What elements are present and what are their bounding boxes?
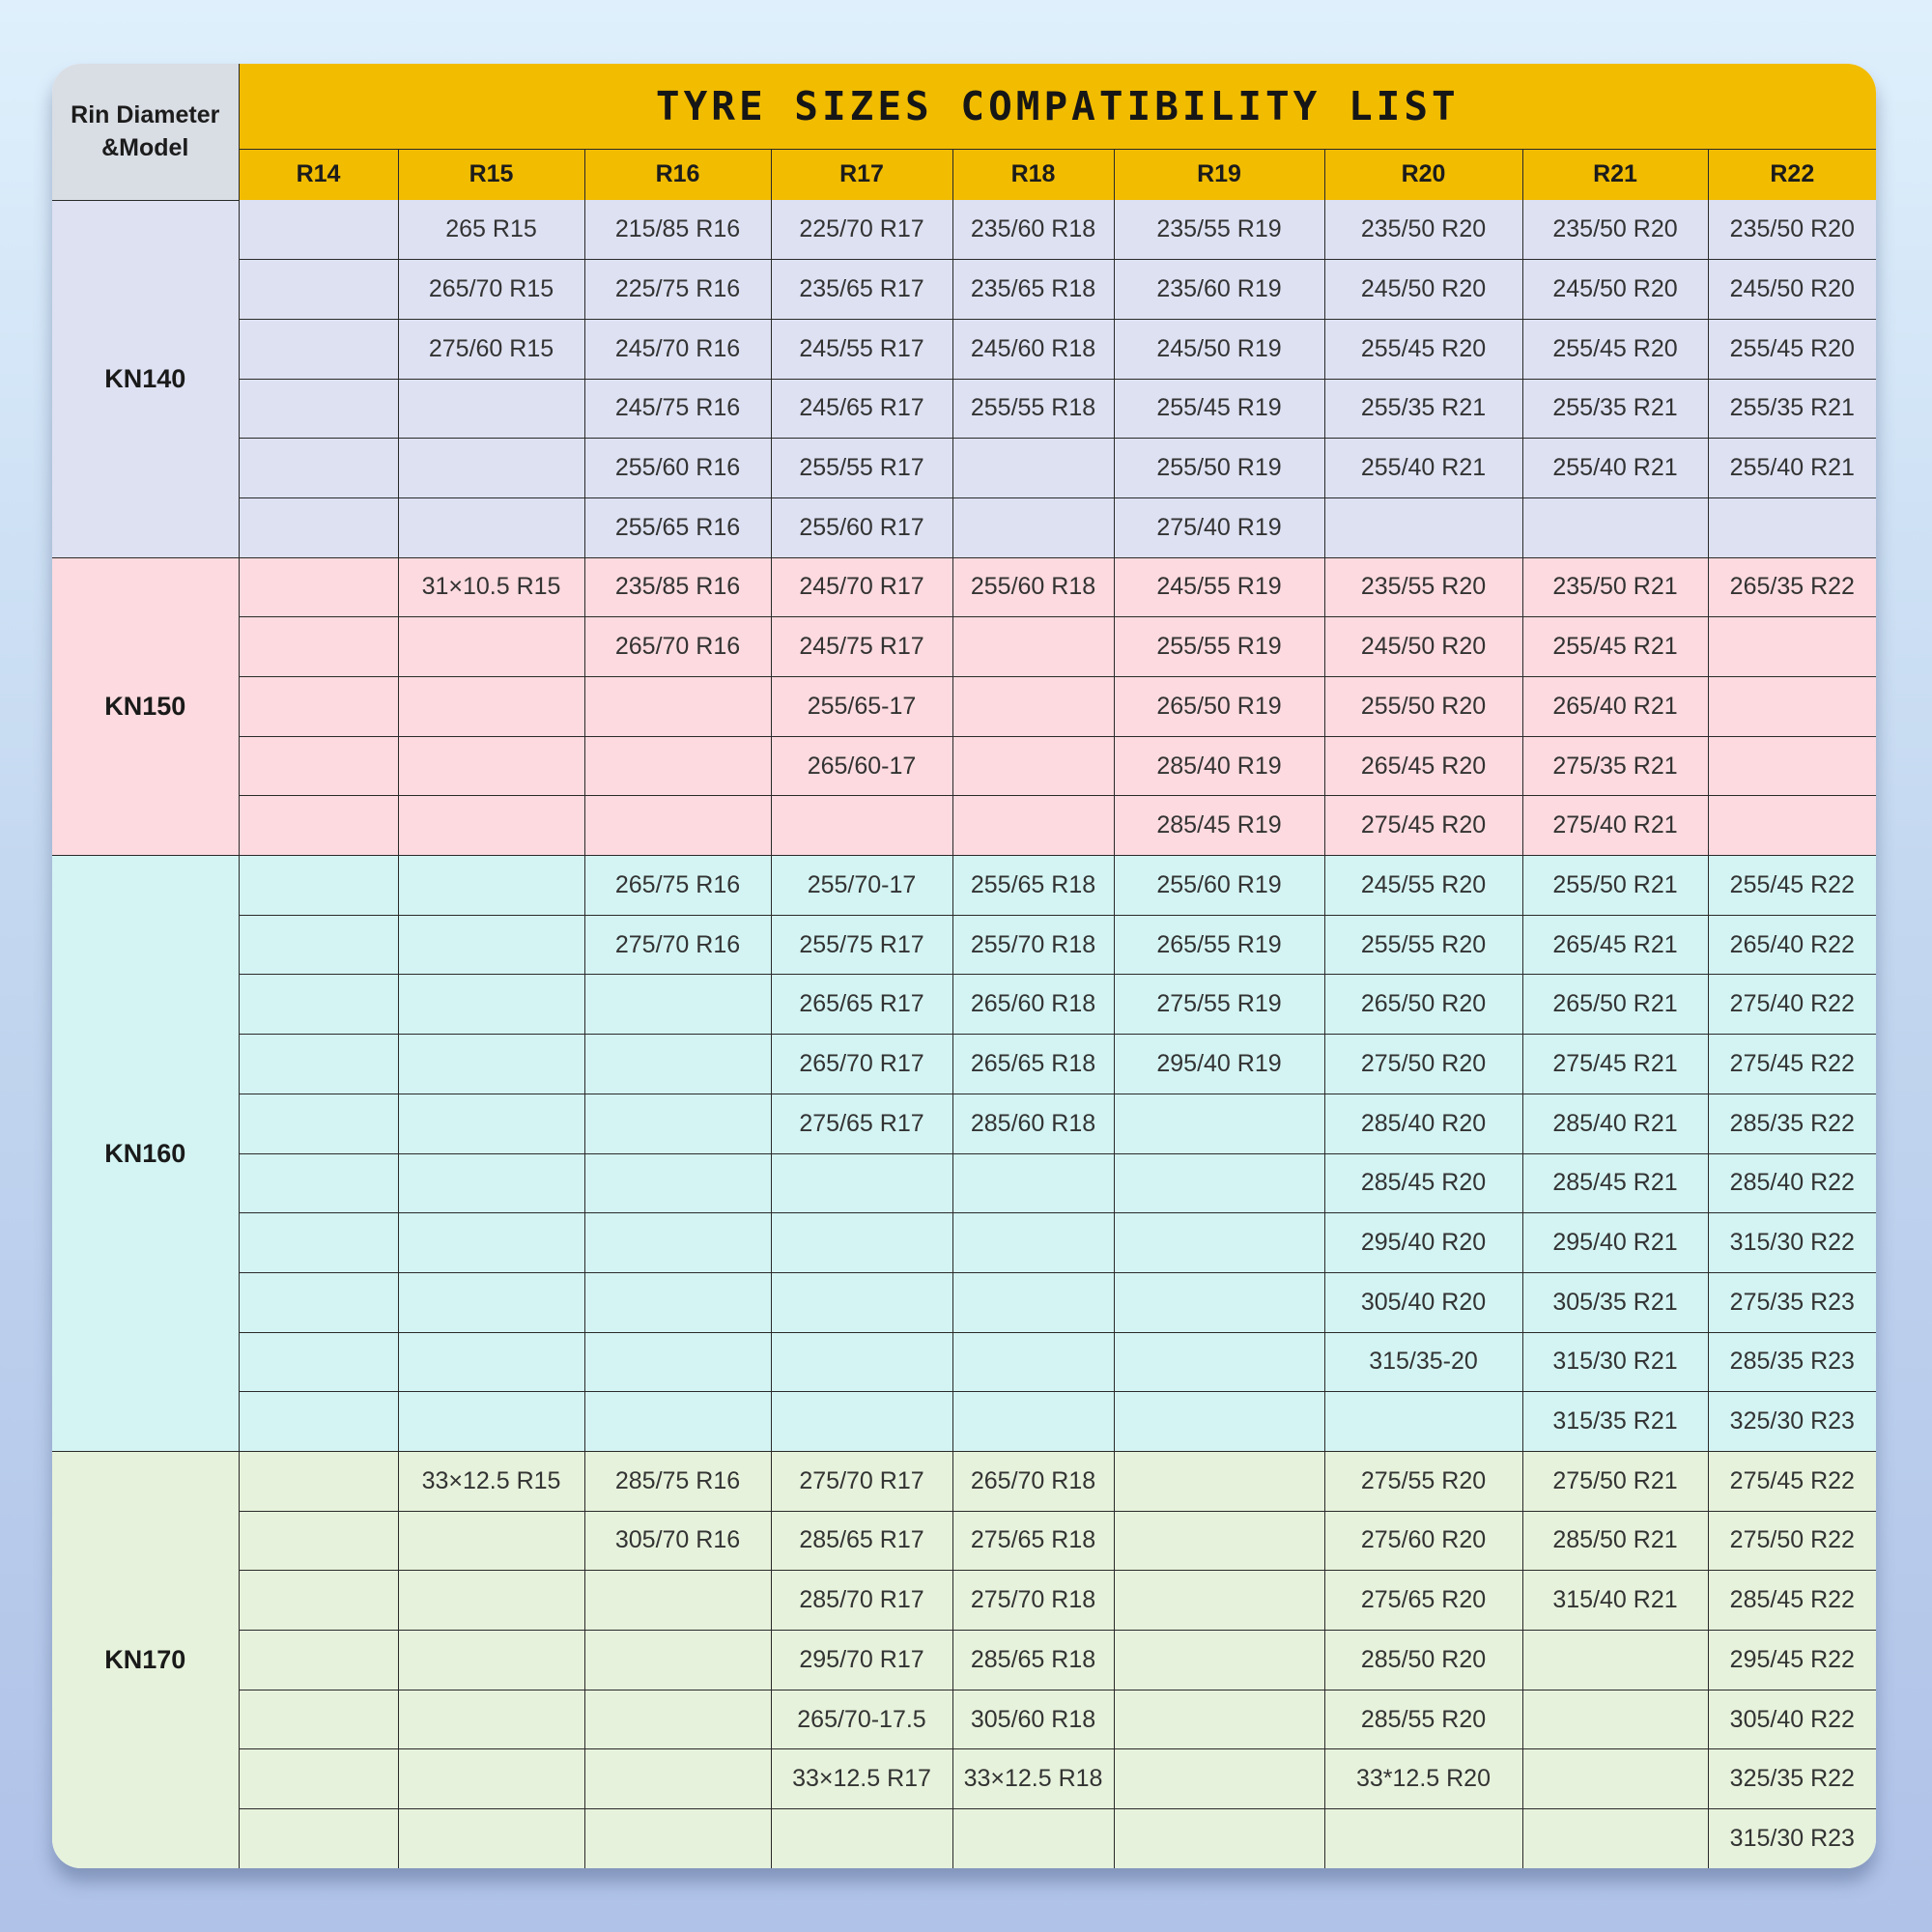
size-cell: 245/55 R20 xyxy=(1324,856,1522,916)
size-cell xyxy=(952,736,1114,796)
size-cell: 255/45 R20 xyxy=(1522,319,1708,379)
size-cell: 315/35 R21 xyxy=(1522,1392,1708,1452)
size-cell: 255/45 R21 xyxy=(1522,617,1708,677)
size-cell xyxy=(239,1392,398,1452)
size-cell: 275/40 R21 xyxy=(1522,796,1708,856)
size-cell xyxy=(239,1451,398,1511)
size-cell: 275/60 R15 xyxy=(398,319,584,379)
size-cell xyxy=(239,1213,398,1273)
size-cell: 255/60 R16 xyxy=(584,439,771,498)
rim-size-header-row xyxy=(52,149,1876,200)
size-cell: 275/60 R20 xyxy=(1324,1511,1522,1571)
size-cell xyxy=(1114,1213,1324,1273)
size-cell: 295/40 R20 xyxy=(1324,1213,1522,1273)
size-cell: 265/65 R17 xyxy=(771,975,952,1035)
size-cell: 315/30 R21 xyxy=(1522,1332,1708,1392)
size-cell xyxy=(398,736,584,796)
table-row xyxy=(52,1749,1876,1809)
size-cell xyxy=(1324,1809,1522,1868)
size-cell: 275/70 R16 xyxy=(584,915,771,975)
size-cell xyxy=(1114,1392,1324,1452)
size-cell xyxy=(239,1749,398,1809)
size-cell: 255/45 R20 xyxy=(1708,319,1876,379)
size-cell: 255/35 R21 xyxy=(1708,379,1876,439)
size-cell xyxy=(239,677,398,737)
table-row xyxy=(52,200,1876,260)
size-cell: 235/85 R16 xyxy=(584,557,771,617)
size-cell: 275/35 R23 xyxy=(1708,1272,1876,1332)
size-cell: 245/50 R20 xyxy=(1324,617,1522,677)
size-cell xyxy=(952,497,1114,557)
size-cell: 275/50 R20 xyxy=(1324,1035,1522,1094)
size-cell xyxy=(398,1035,584,1094)
size-cell: 255/50 R20 xyxy=(1324,677,1522,737)
corner-header: Rin Diameter &Model xyxy=(52,64,239,200)
size-cell: 255/40 R21 xyxy=(1522,439,1708,498)
column-header-r20: R20 xyxy=(1324,149,1522,200)
size-cell xyxy=(239,1690,398,1749)
size-cell: 285/55 R20 xyxy=(1324,1690,1522,1749)
size-cell xyxy=(239,796,398,856)
table-row xyxy=(52,260,1876,320)
size-cell: 285/50 R20 xyxy=(1324,1631,1522,1690)
size-cell xyxy=(398,379,584,439)
size-cell: 235/65 R18 xyxy=(952,260,1114,320)
size-cell xyxy=(398,1749,584,1809)
column-header-r18: R18 xyxy=(952,149,1114,200)
size-cell: 255/70-17 xyxy=(771,856,952,916)
size-cell: 215/85 R16 xyxy=(584,200,771,260)
size-cell xyxy=(398,1213,584,1273)
size-cell xyxy=(584,1213,771,1273)
size-cell: 285/35 R23 xyxy=(1708,1332,1876,1392)
model-label-kn160: KN160 xyxy=(52,856,239,1452)
size-cell xyxy=(584,1809,771,1868)
size-cell: 285/40 R22 xyxy=(1708,1153,1876,1213)
size-cell xyxy=(239,1153,398,1213)
table-row xyxy=(52,1511,1876,1571)
size-cell xyxy=(584,1392,771,1452)
size-cell xyxy=(239,1511,398,1571)
size-cell xyxy=(1114,1094,1324,1153)
size-cell: 255/60 R17 xyxy=(771,497,952,557)
table-row xyxy=(52,1571,1876,1631)
size-cell xyxy=(398,1272,584,1332)
size-cell: 325/30 R23 xyxy=(1708,1392,1876,1452)
size-cell: 265/50 R20 xyxy=(1324,975,1522,1035)
size-cell: 235/50 R20 xyxy=(1708,200,1876,260)
table-row xyxy=(52,1153,1876,1213)
size-cell xyxy=(584,1272,771,1332)
size-cell: 245/50 R20 xyxy=(1324,260,1522,320)
model-label-kn170: KN170 xyxy=(52,1451,239,1868)
size-cell xyxy=(952,677,1114,737)
size-cell xyxy=(398,1153,584,1213)
size-cell: 245/75 R16 xyxy=(584,379,771,439)
table-row xyxy=(52,379,1876,439)
size-cell: 265/45 R20 xyxy=(1324,736,1522,796)
size-cell xyxy=(952,617,1114,677)
size-cell: 265/55 R19 xyxy=(1114,915,1324,975)
size-cell: 245/50 R20 xyxy=(1522,260,1708,320)
size-cell xyxy=(584,796,771,856)
size-cell: 33*12.5 R20 xyxy=(1324,1749,1522,1809)
size-cell xyxy=(239,319,398,379)
size-cell xyxy=(952,796,1114,856)
column-header-r19: R19 xyxy=(1114,149,1324,200)
size-cell xyxy=(584,1571,771,1631)
size-cell: 285/75 R16 xyxy=(584,1451,771,1511)
size-cell xyxy=(1522,1749,1708,1809)
size-cell xyxy=(1522,1631,1708,1690)
size-cell: 265/70 R16 xyxy=(584,617,771,677)
size-cell: 265/60 R18 xyxy=(952,975,1114,1035)
size-cell xyxy=(952,1392,1114,1452)
table-row xyxy=(52,439,1876,498)
tyre-compatibility-table xyxy=(52,64,1876,1868)
size-cell xyxy=(771,1272,952,1332)
size-cell xyxy=(584,1749,771,1809)
size-cell: 235/55 R20 xyxy=(1324,557,1522,617)
size-cell xyxy=(1708,677,1876,737)
column-header-r15: R15 xyxy=(398,149,584,200)
size-cell xyxy=(398,1332,584,1392)
size-cell: 255/40 R21 xyxy=(1324,439,1522,498)
size-cell: 325/35 R22 xyxy=(1708,1749,1876,1809)
size-cell xyxy=(398,1631,584,1690)
size-cell xyxy=(398,856,584,916)
size-cell: 255/35 R21 xyxy=(1522,379,1708,439)
size-cell: 245/55 R19 xyxy=(1114,557,1324,617)
size-cell: 315/30 R23 xyxy=(1708,1809,1876,1868)
size-cell: 33×12.5 R18 xyxy=(952,1749,1114,1809)
size-cell xyxy=(239,260,398,320)
size-cell xyxy=(952,439,1114,498)
size-cell xyxy=(398,915,584,975)
size-cell: 245/75 R17 xyxy=(771,617,952,677)
size-cell: 265/50 R21 xyxy=(1522,975,1708,1035)
column-header-r22: R22 xyxy=(1708,149,1876,200)
size-cell xyxy=(398,975,584,1035)
size-cell xyxy=(1114,1272,1324,1332)
size-cell: 275/35 R21 xyxy=(1522,736,1708,796)
size-cell xyxy=(584,736,771,796)
size-cell xyxy=(1114,1332,1324,1392)
size-cell: 255/55 R19 xyxy=(1114,617,1324,677)
size-cell: 285/45 R20 xyxy=(1324,1153,1522,1213)
size-cell xyxy=(1324,497,1522,557)
size-cell: 285/45 R19 xyxy=(1114,796,1324,856)
size-cell: 275/45 R22 xyxy=(1708,1451,1876,1511)
size-cell: 275/65 R20 xyxy=(1324,1571,1522,1631)
table-title: TYRE SIZES COMPATIBILITY LIST xyxy=(239,64,1876,149)
size-cell: 225/70 R17 xyxy=(771,200,952,260)
size-cell: 255/50 R21 xyxy=(1522,856,1708,916)
size-cell: 275/55 R19 xyxy=(1114,975,1324,1035)
table-row xyxy=(52,1035,1876,1094)
size-cell: 275/70 R18 xyxy=(952,1571,1114,1631)
size-cell: 245/50 R19 xyxy=(1114,319,1324,379)
size-cell xyxy=(239,1631,398,1690)
size-cell: 305/40 R20 xyxy=(1324,1272,1522,1332)
size-cell: 275/50 R22 xyxy=(1708,1511,1876,1571)
size-cell: 275/70 R17 xyxy=(771,1451,952,1511)
size-cell: 255/60 R18 xyxy=(952,557,1114,617)
size-cell xyxy=(952,1213,1114,1273)
column-header-r17: R17 xyxy=(771,149,952,200)
size-cell xyxy=(1708,736,1876,796)
size-cell xyxy=(239,1571,398,1631)
table-row xyxy=(52,796,1876,856)
size-cell: 285/45 R21 xyxy=(1522,1153,1708,1213)
size-cell xyxy=(1114,1631,1324,1690)
size-cell xyxy=(398,1511,584,1571)
table-body xyxy=(52,200,1876,1868)
size-cell xyxy=(771,1153,952,1213)
table-row xyxy=(52,1631,1876,1690)
size-cell xyxy=(952,1153,1114,1213)
size-cell: 275/45 R21 xyxy=(1522,1035,1708,1094)
table-row xyxy=(52,677,1876,737)
size-cell xyxy=(1522,497,1708,557)
size-cell: 275/55 R20 xyxy=(1324,1451,1522,1511)
size-cell xyxy=(771,1392,952,1452)
size-cell xyxy=(952,1272,1114,1332)
size-cell xyxy=(239,617,398,677)
size-cell xyxy=(1522,1690,1708,1749)
size-cell xyxy=(239,1094,398,1153)
table-row xyxy=(52,557,1876,617)
size-cell xyxy=(1114,1451,1324,1511)
size-cell: 295/40 R19 xyxy=(1114,1035,1324,1094)
size-cell xyxy=(1114,1511,1324,1571)
size-cell xyxy=(239,975,398,1035)
size-cell xyxy=(584,1094,771,1153)
model-label-kn150: KN150 xyxy=(52,557,239,855)
size-cell: 245/50 R20 xyxy=(1708,260,1876,320)
size-cell: 255/55 R17 xyxy=(771,439,952,498)
size-cell xyxy=(771,796,952,856)
size-cell xyxy=(398,1809,584,1868)
table-row xyxy=(52,1451,1876,1511)
table-row xyxy=(52,915,1876,975)
size-cell: 295/40 R21 xyxy=(1522,1213,1708,1273)
size-cell xyxy=(1708,796,1876,856)
size-cell: 265/35 R22 xyxy=(1708,557,1876,617)
size-cell xyxy=(398,617,584,677)
size-cell: 315/30 R22 xyxy=(1708,1213,1876,1273)
size-cell: 235/50 R20 xyxy=(1522,200,1708,260)
size-cell: 255/45 R22 xyxy=(1708,856,1876,916)
size-cell xyxy=(771,1332,952,1392)
size-cell xyxy=(771,1213,952,1273)
size-cell xyxy=(584,1035,771,1094)
table-row xyxy=(52,975,1876,1035)
size-cell: 285/65 R17 xyxy=(771,1511,952,1571)
size-cell xyxy=(1114,1690,1324,1749)
size-cell: 275/40 R22 xyxy=(1708,975,1876,1035)
size-cell: 315/40 R21 xyxy=(1522,1571,1708,1631)
table-row xyxy=(52,1809,1876,1868)
size-cell xyxy=(239,1272,398,1332)
size-cell xyxy=(1522,1809,1708,1868)
size-cell xyxy=(1324,1392,1522,1452)
size-cell xyxy=(584,1332,771,1392)
size-cell xyxy=(398,677,584,737)
size-cell: 255/65 R16 xyxy=(584,497,771,557)
size-cell: 265/70 R15 xyxy=(398,260,584,320)
size-cell: 275/40 R19 xyxy=(1114,497,1324,557)
size-cell: 235/50 R20 xyxy=(1324,200,1522,260)
table-row xyxy=(52,1272,1876,1332)
size-cell: 225/75 R16 xyxy=(584,260,771,320)
size-cell xyxy=(584,1153,771,1213)
column-header-r16: R16 xyxy=(584,149,771,200)
size-cell: 255/65 R18 xyxy=(952,856,1114,916)
size-cell: 265/40 R21 xyxy=(1522,677,1708,737)
size-cell: 31×10.5 R15 xyxy=(398,557,584,617)
size-cell: 235/60 R19 xyxy=(1114,260,1324,320)
size-cell xyxy=(398,1094,584,1153)
size-cell: 245/70 R16 xyxy=(584,319,771,379)
size-cell: 265/70 R18 xyxy=(952,1451,1114,1511)
size-cell: 255/65-17 xyxy=(771,677,952,737)
size-cell xyxy=(398,1571,584,1631)
size-cell xyxy=(239,379,398,439)
table-row xyxy=(52,1332,1876,1392)
size-cell: 275/65 R17 xyxy=(771,1094,952,1153)
table-row xyxy=(52,856,1876,916)
size-cell: 255/35 R21 xyxy=(1324,379,1522,439)
size-cell: 305/70 R16 xyxy=(584,1511,771,1571)
size-cell: 285/65 R18 xyxy=(952,1631,1114,1690)
size-cell: 245/65 R17 xyxy=(771,379,952,439)
size-cell: 305/35 R21 xyxy=(1522,1272,1708,1332)
size-cell xyxy=(239,200,398,260)
model-label-kn140: KN140 xyxy=(52,200,239,557)
size-cell xyxy=(239,856,398,916)
size-cell: 245/70 R17 xyxy=(771,557,952,617)
size-cell xyxy=(239,736,398,796)
size-cell: 285/35 R22 xyxy=(1708,1094,1876,1153)
size-cell: 275/50 R21 xyxy=(1522,1451,1708,1511)
size-cell xyxy=(239,915,398,975)
column-header-r14: R14 xyxy=(239,149,398,200)
size-cell: 265/40 R22 xyxy=(1708,915,1876,975)
size-cell: 235/65 R17 xyxy=(771,260,952,320)
size-cell: 295/70 R17 xyxy=(771,1631,952,1690)
size-cell: 255/70 R18 xyxy=(952,915,1114,975)
size-cell: 265/50 R19 xyxy=(1114,677,1324,737)
size-cell: 305/40 R22 xyxy=(1708,1690,1876,1749)
size-cell xyxy=(239,439,398,498)
size-cell: 285/40 R20 xyxy=(1324,1094,1522,1153)
column-header-r21: R21 xyxy=(1522,149,1708,200)
size-cell xyxy=(398,1392,584,1452)
table-row xyxy=(52,319,1876,379)
size-cell: 255/55 R20 xyxy=(1324,915,1522,975)
size-cell xyxy=(1114,1809,1324,1868)
size-cell: 255/60 R19 xyxy=(1114,856,1324,916)
size-cell: 265/70 R17 xyxy=(771,1035,952,1094)
table-row xyxy=(52,736,1876,796)
size-cell xyxy=(584,677,771,737)
size-cell xyxy=(398,1690,584,1749)
size-cell xyxy=(952,1809,1114,1868)
size-cell: 305/60 R18 xyxy=(952,1690,1114,1749)
size-cell: 255/50 R19 xyxy=(1114,439,1324,498)
size-cell: 265/60-17 xyxy=(771,736,952,796)
size-cell xyxy=(239,1332,398,1392)
size-cell xyxy=(952,1332,1114,1392)
size-cell xyxy=(398,796,584,856)
table-row xyxy=(52,1213,1876,1273)
table-row xyxy=(52,1392,1876,1452)
table-row xyxy=(52,1094,1876,1153)
size-cell xyxy=(239,557,398,617)
size-cell xyxy=(771,1809,952,1868)
size-cell xyxy=(1114,1571,1324,1631)
size-cell xyxy=(398,439,584,498)
size-cell xyxy=(1114,1153,1324,1213)
compatibility-table-card xyxy=(52,64,1876,1868)
size-cell: 275/65 R18 xyxy=(952,1511,1114,1571)
size-cell: 245/55 R17 xyxy=(771,319,952,379)
size-cell: 255/45 R19 xyxy=(1114,379,1324,439)
size-cell: 265/75 R16 xyxy=(584,856,771,916)
size-cell: 33×12.5 R15 xyxy=(398,1451,584,1511)
size-cell xyxy=(584,1631,771,1690)
size-cell: 275/45 R22 xyxy=(1708,1035,1876,1094)
size-cell: 285/40 R21 xyxy=(1522,1094,1708,1153)
size-cell: 265 R15 xyxy=(398,200,584,260)
size-cell: 285/40 R19 xyxy=(1114,736,1324,796)
size-cell: 295/45 R22 xyxy=(1708,1631,1876,1690)
size-cell: 235/50 R21 xyxy=(1522,557,1708,617)
table-row xyxy=(52,497,1876,557)
size-cell: 255/75 R17 xyxy=(771,915,952,975)
size-cell: 265/65 R18 xyxy=(952,1035,1114,1094)
size-cell: 255/40 R21 xyxy=(1708,439,1876,498)
size-cell: 255/45 R20 xyxy=(1324,319,1522,379)
size-cell: 33×12.5 R17 xyxy=(771,1749,952,1809)
size-cell: 265/70-17.5 xyxy=(771,1690,952,1749)
size-cell: 265/45 R21 xyxy=(1522,915,1708,975)
size-cell: 255/55 R18 xyxy=(952,379,1114,439)
size-cell xyxy=(1708,497,1876,557)
size-cell xyxy=(584,975,771,1035)
size-cell: 245/60 R18 xyxy=(952,319,1114,379)
table-row xyxy=(52,617,1876,677)
table-row xyxy=(52,1690,1876,1749)
size-cell: 285/60 R18 xyxy=(952,1094,1114,1153)
size-cell xyxy=(584,1690,771,1749)
size-cell xyxy=(1708,617,1876,677)
size-cell: 285/45 R22 xyxy=(1708,1571,1876,1631)
size-cell xyxy=(239,1809,398,1868)
size-cell xyxy=(239,497,398,557)
size-cell xyxy=(239,1035,398,1094)
size-cell xyxy=(398,497,584,557)
size-cell xyxy=(1114,1749,1324,1809)
size-cell: 285/50 R21 xyxy=(1522,1511,1708,1571)
size-cell: 235/60 R18 xyxy=(952,200,1114,260)
size-cell: 275/45 R20 xyxy=(1324,796,1522,856)
size-cell: 285/70 R17 xyxy=(771,1571,952,1631)
size-cell: 315/35-20 xyxy=(1324,1332,1522,1392)
size-cell: 235/55 R19 xyxy=(1114,200,1324,260)
